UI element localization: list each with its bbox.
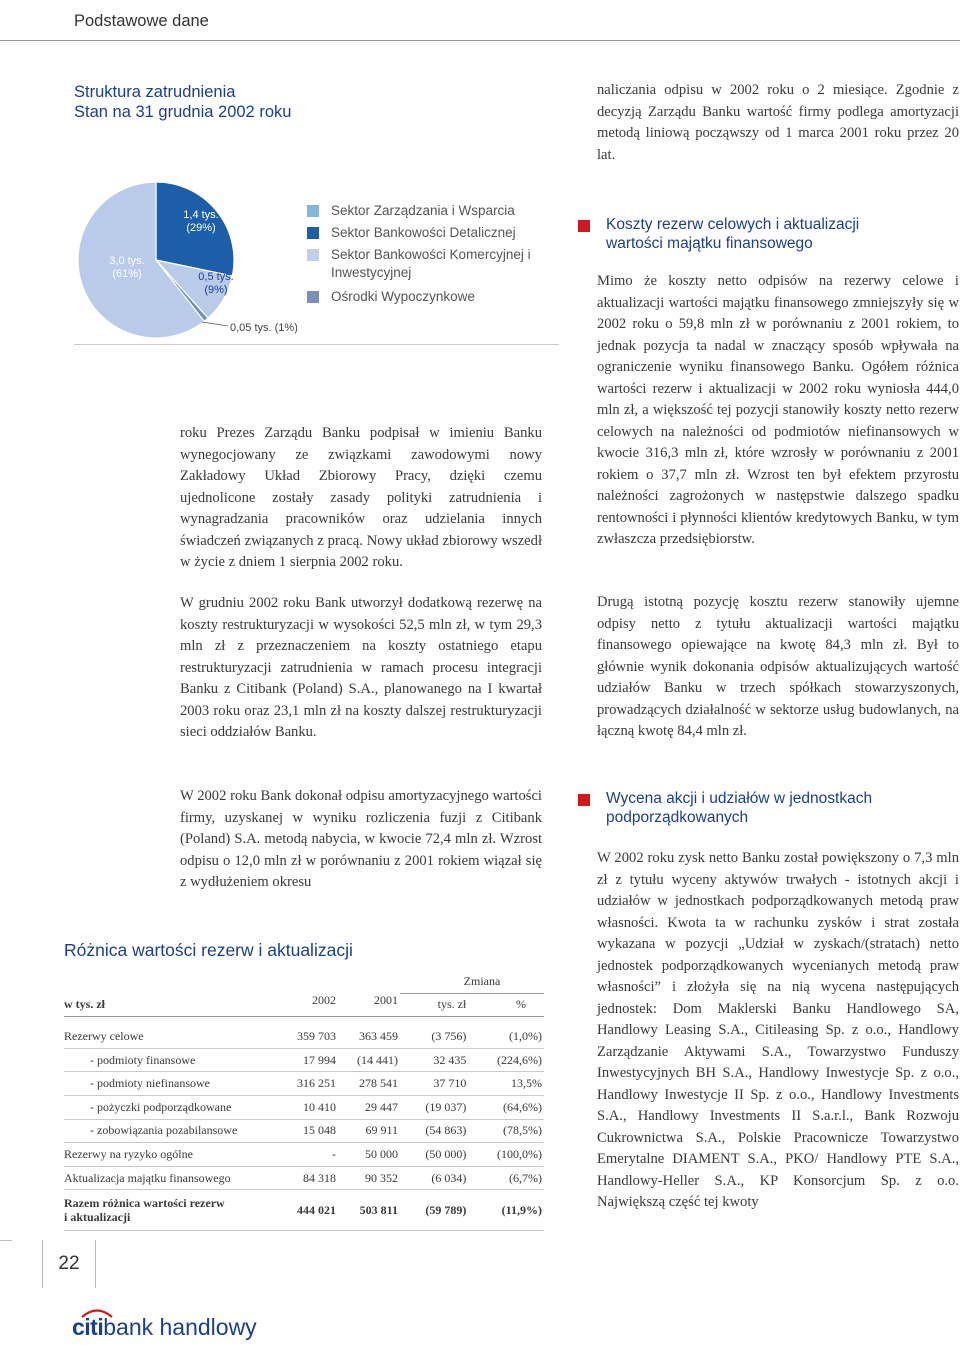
pie-legend [307,202,571,310]
col-2002: 2002 [276,993,338,1017]
table-row: - podmioty niefinansowe 316 251 278 541 37 710 13,5% [64,1072,544,1096]
logo-citi: citi [72,1314,104,1340]
legend-swatch [307,249,319,261]
section-koszty-header [578,215,958,253]
section-wycena-paragraph-1: W 2002 roku zysk netto Banku został powiększony o 7,3 mln zł z tytułu wyceny aktywów trwałych - istotnych akcji i udziałów w jednostkach podporządkowanych metodą praw własności. Kwota ta w rachunku zysków i strat została wykazana w pozycji „Udział w zyskach/(stratach) netto jednostek podporządkowanych wycenianych metodą praw własności” i złożyła się na nią wycena następujących jednostek: Dom Maklerski Banku Handlowego SA, Handlowy Leasing S.A., Citileasing Sp. z o.o., Handlowy Zarządzanie Aktywami S.A., Towarzystwo Funduszy Inwestycyjnych BH S.A., Handlowy Inwestycje Sp. z o.o., Handlowy Inwestycje II Sp. z o.o., Handlowy Investments S.A., Handlowy Investments II S.a.r.l., Bank Rozwoju Cukrownictwa S.A., Polskie Pracownicze Towarzystwo Emerytalne DIAMENT S.A., PKO/ Handlowy PTE S.A., Handlowy-Heller S.A., KP Konsorcjum Sp. z o.o. Największą część tej kwoty [597,850,959,1210]
col-unit: w tys. zł [64,993,276,1017]
section-wycena-header [578,789,958,827]
pie-label-wypoczynkowe: 0,05 tys. (1%) [230,322,298,334]
red-square-bullet [578,220,590,232]
pie-label-zarzadzanie: 3,0 tys. (61%) [109,255,145,280]
legend-item-zarzadzanie: Sektor Zarządzania i Wsparcia [307,202,571,220]
table-row: - pożyczki podporządkowane 10 410 29 447 (19 037) (64,6%) [64,1095,544,1119]
legend-swatch [307,205,319,217]
logo-bank-handlowy: bank handlowy [103,1314,257,1340]
footer-left-rule [0,1240,12,1241]
citi-arc-icon [80,1306,114,1318]
table-row: - zobowiązania pozabilansowe 15 048 69 911 (54 863) (78,5%) [64,1119,544,1143]
table-header-row-1 [64,970,544,993]
pie-label-komercyjna-small: 0,5 tys. (9%) [198,271,234,296]
section-koszty-paragraph-2: Drugą istotną pozycję kosztu rezerw stanowiły ujemne odpisy netto z tytułu aktualizacji wartości majątku finansowego opiewające na kwotę 84,3 mln zł. Był to głównie wynik dokonania odpisów aktualizujących wartość udziałów Banku w trzech spółkach stowarzyszonych, prowadzących działalność w sektorze usług budowlanych, na łączną kwotę 84,4 mln zł. [597,594,959,739]
table-row: - podmioty finansowe 17 994 (14 441) 32 435 (224,6%) [64,1048,544,1072]
page-number: 22 [42,1240,96,1288]
header-rule [0,40,960,41]
legend-item-wypoczynkowe: Ośrodki Wypoczynkowe [307,288,571,306]
col-zmiana: Zmiana [400,970,544,993]
legend-swatch [307,291,319,303]
legend-item-detaliczna: Sektor Bankowości Detalicznej [307,224,571,242]
structure-title [74,82,291,122]
legend-swatch [307,227,319,239]
table-title: Różnica wartości rezerw i aktualizacji [64,940,353,960]
table-total-row: Razem różnica wartości rezerw i aktualizacji 444 021 503 811 (59 789) (11,9%) [64,1190,544,1231]
middle-paragraph-1: roku Prezes Zarządu Banku podpisał w imieniu Banku wynegocjowany ze związkami zawodowymi nowy Zakładowy Układ Zbiorowy Pracy, dzięki czemu ujednolicone zostały zasady polityki zatrudnienia i wynagradzania pracowników oraz udzielania innych świadczeń związanych z pracą. Nowy układ zbiorowy wszedł w życie z dniem 1 sierpnia 2002 roku. [180,425,542,570]
table-row: Aktualizacja majątku finansowego 84 318 90 352 (6 034) (6,7%) [64,1166,544,1190]
section-koszty-title: Koszty rezerw celowych i aktualizacji wartości majątku finansowego [606,216,860,252]
legend-item-komercyjna: Sektor Bankowości Komercyjnej i Inwestycyjnej [307,246,571,282]
structure-divider [74,344,559,345]
pie-label-detaliczna: 1,4 tys. (29%) [183,209,219,234]
reserves-table [64,970,544,1231]
middle-paragraph-2: W grudniu 2002 roku Bank utworzył dodatkową rezerwę na koszty restrukturyzacji w wysokości 52,5 mln zł, w tym 29,3 mln zł z przeznaczeniem na koszty ostatniego etapu restrukturyzacji zatrudnienia w ramach procesu integracji Banku z Citibank (Poland) S.A., planowanego na I kwartał 2003 roku oraz 23,1 mln zł na koszty dalszej restrukturyzacji sieci oddziałów Banku. [180,595,542,740]
section-koszty-paragraph-1: Mimo że koszty netto odpisów na rezerwy celowe i aktualizacji wartości majątku finansowego zmniejszyły się w 2002 roku o 59,8 mln zł w porównaniu z 2001 rokiem, to jednak pozycja ta nadal w znaczący sposób wpływała na ograniczenie wyniku finansowego Banku. Ogółem różnica wartości rezerw i aktualizacji w 2002 roku wyniosła 444,0 mln zł, a większość tej pozycji stanowiły koszty netto rezerw celowych na należności od podmiotów niefinansowych w kwocie 316,3 mln zł, które wzrosły w porównaniu z 2001 rokiem o 37,7 mln zł. Wzrost ten był efektem przyrostu należności zagrożonych w następstwie dalszego spadku rentowności i płynności klientów kredytowych Banku, w tym zwłaszcza przedsiębiorstw. [597,273,959,547]
section-header: Podstawowe dane [74,12,209,30]
table-row: Rezerwy celowe 359 703 363 459 (3 756) (1,0%) [64,1025,544,1048]
middle-paragraph-3: W 2002 roku Bank dokonał odpisu amortyzacyjnego wartości firmy, uzyskanej w wyniku rozliczenia fuzji z Citibank (Poland) S.A. metodą nabycia, w kwocie 72,4 mln zł. Wzrost odpisu o 12,0 mln zł w porównaniu z 2001 rokiem wiązał się z wydłużeniem okresu [180,788,542,890]
pie-leader-line [202,322,228,326]
structure-title-line1: Struktura zatrudnienia [74,83,236,101]
structure-title-line2: Stan na 31 grudnia 2002 roku [74,103,292,121]
col-tys: tys. zł [400,993,468,1017]
col-pct: % [468,993,544,1017]
red-square-bullet [578,794,590,806]
section-wycena-title: Wycena akcji i udziałów w jednostkach podporządkowanych [606,790,873,826]
right-paragraph-top: naliczania odpisu w 2002 roku o 2 miesiące. Zgodnie z decyzją Zarządu Banku wartość firmy podlega amortyzacji metodą liniową począwszy od 1 marca 2001 roku przez 20 lat. [597,82,959,163]
table-row: Rezerwy na ryzyko ogólne - 50 000 (50 000) (100,0%) [64,1143,544,1167]
col-2001: 2001 [338,993,400,1017]
table-header-row-2 [64,993,544,1017]
